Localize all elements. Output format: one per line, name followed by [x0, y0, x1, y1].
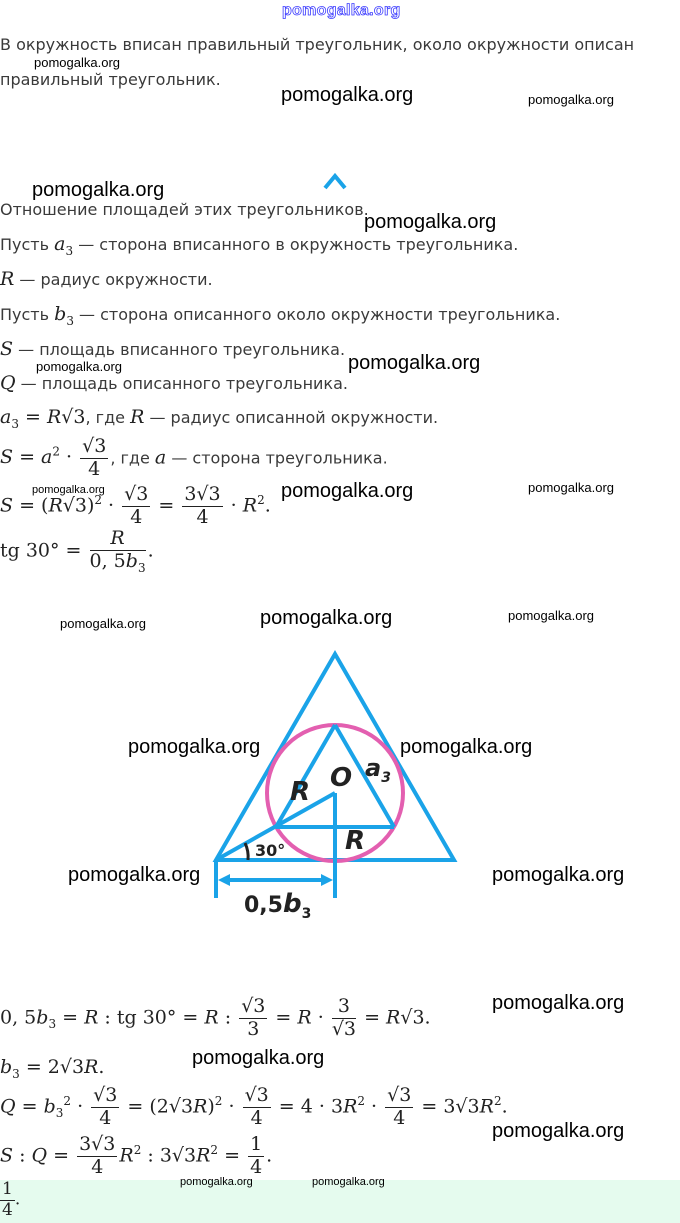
q-line: Q — площадь описанного треугольника. — [0, 372, 348, 394]
watermark: pomogalka.org — [400, 736, 533, 758]
s-line: S — площадь вписанного треугольника. — [0, 338, 346, 360]
q-calc: $Q = b_3^2$ · $\frac{√3}{4}$ = $(2√3R)^2$ · $\frac{√3}{4}$ = $4 \cdot 3R^2$ · $\frac{√3}{4}$ = $3√3R^2$. — [0, 1084, 508, 1129]
let-a3-line: Пусть $a_3$ — сторона вписанного в окружность треугольника. — [0, 233, 519, 258]
label-r-2: R — [345, 826, 366, 856]
site-link[interactable]: pomogalka.org — [282, 2, 401, 19]
watermark: pomogalka.org — [68, 864, 201, 886]
watermark: pomogalka.org — [528, 92, 614, 107]
s-formula: $S = a^2$ · $\frac{√3}{4}$ , где a — сторона треугольника. — [0, 435, 388, 480]
let-b3-line: Пусть $b_3$ — сторона описанного около окружности треугольника. — [0, 303, 561, 328]
b3-result: $b_3 = 2√3R$. — [0, 1056, 105, 1081]
geometry-diagram — [200, 640, 480, 920]
watermark: pomogalka.org — [508, 608, 594, 623]
find-statement: Отношение площадей этих треугольников. — [0, 200, 369, 219]
half-b3-calc: 0, $5b_3 = R$ : tg 30° = R : $\frac{√3}{3}$ = R · $\frac{3}{√3}$ = R√3. — [0, 995, 431, 1040]
problem-line-2: правильный треугольник. — [0, 70, 221, 89]
watermark: pomogalka.org — [192, 1047, 325, 1069]
watermark: pomogalka.org — [128, 736, 261, 758]
watermark: pomogalka.org — [312, 1176, 385, 1188]
label-o: O — [330, 763, 353, 793]
watermark: pomogalka.org — [60, 616, 146, 631]
label-half-b3: $0,5b_3$ — [244, 889, 312, 920]
watermark: pomogalka.org — [36, 359, 122, 374]
angle-arc — [245, 843, 248, 860]
watermark: pomogalka.org — [32, 179, 165, 201]
watermark: pomogalka.org — [281, 480, 414, 502]
s-calc: $S = (R√3)^2$ · $\frac{√3}{4}$ = $\frac{3√3}{4}$ · $R^2$. — [0, 483, 271, 528]
answer-fraction: $\frac{1}{4}$ . — [2, 1179, 21, 1220]
watermark: pomogalka.org — [260, 607, 393, 629]
watermark: pomogalka.org — [32, 484, 105, 496]
half-b3-arrow — [218, 874, 333, 886]
a3-formula: $a_3 = R√3$, где R — радиус описанной окружности. — [0, 406, 439, 431]
watermark: pomogalka.org — [528, 480, 614, 495]
watermark: pomogalka.org — [348, 352, 481, 374]
watermark: pomogalka.org — [281, 84, 414, 106]
watermark: pomogalka.org — [364, 211, 497, 233]
label-angle: 30° — [255, 841, 286, 860]
watermark: pomogalka.org — [492, 864, 625, 886]
problem-line-1: В окружность вписан правильный треугольник, около окружности описан — [0, 35, 635, 54]
r-line: R — радиус окружности. — [0, 268, 213, 290]
watermark: pomogalka.org — [492, 1120, 625, 1142]
watermark: pomogalka.org — [34, 55, 120, 70]
tg-formula: tg 30° = $\frac{R}{0, 5b_3}$ . — [0, 527, 154, 575]
ratio-calc: S : Q = $\frac{3√3}{4}$ $R^2$ : $3√3R^2$ = $\frac{1}{4}$ . — [0, 1133, 273, 1178]
collapse-caret-icon[interactable] — [322, 170, 348, 192]
label-a3: $a_3$ — [365, 754, 391, 786]
watermark: pomogalka.org — [492, 992, 625, 1014]
label-r-1: R — [290, 777, 311, 807]
watermark: pomogalka.org — [180, 1176, 253, 1188]
